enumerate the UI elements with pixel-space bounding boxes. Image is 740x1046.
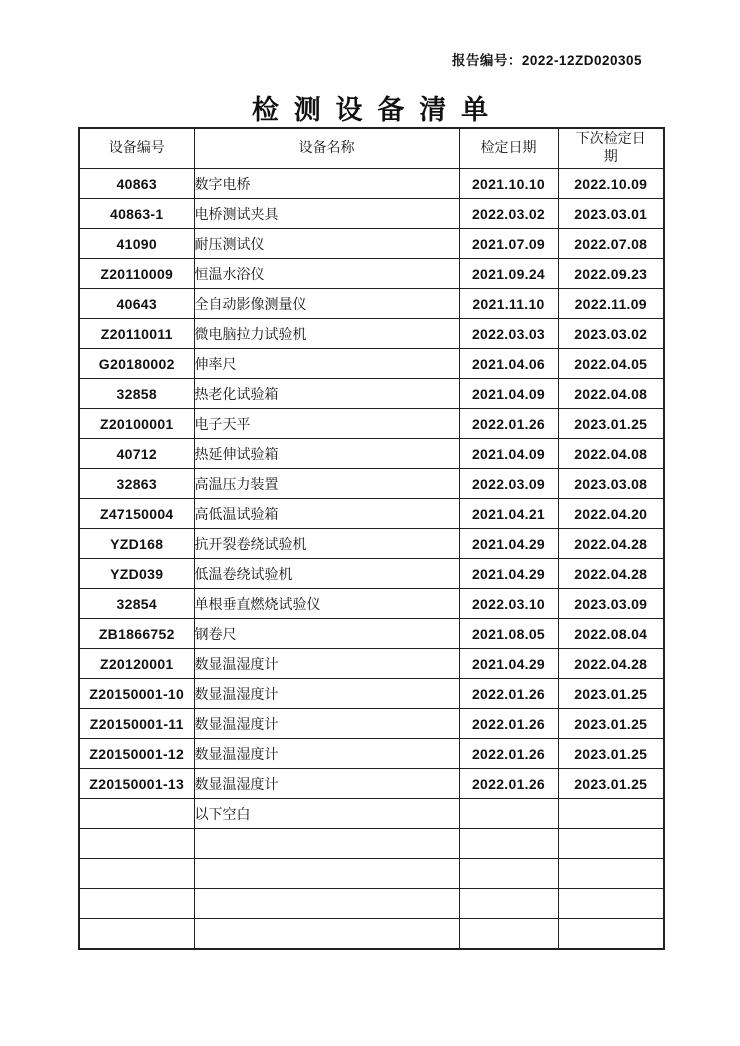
equipment-name-cell xyxy=(194,859,459,889)
equipment-id-cell: Z20150001-12 xyxy=(79,739,194,769)
next-calibration-date-cell: 2023.01.25 xyxy=(558,409,664,439)
equipment-id-cell xyxy=(79,859,194,889)
equipment-name-cell: 数字电桥 xyxy=(194,169,459,199)
next-calibration-date-cell: 2023.01.25 xyxy=(558,739,664,769)
calibration-date-cell: 2021.04.09 xyxy=(459,379,558,409)
calibration-date-cell: 2021.04.06 xyxy=(459,349,558,379)
table-row xyxy=(79,529,664,559)
calibration-date-cell: 2021.04.29 xyxy=(459,649,558,679)
calibration-date-cell xyxy=(459,889,558,919)
calibration-date-cell: 2021.04.09 xyxy=(459,439,558,469)
calibration-date-cell: 2022.01.26 xyxy=(459,739,558,769)
table-row xyxy=(79,259,664,289)
equipment-name-cell: 以下空白 xyxy=(194,799,459,829)
equipment-id-cell: Z47150004 xyxy=(79,499,194,529)
equipment-name-cell: 恒温水浴仪 xyxy=(194,259,459,289)
equipment-name-cell: 电子天平 xyxy=(194,409,459,439)
next-calibration-date-cell xyxy=(558,829,664,859)
table-row xyxy=(79,499,664,529)
equipment-id-cell xyxy=(79,889,194,919)
equipment-id-cell: 32858 xyxy=(79,379,194,409)
equipment-id-cell: 40712 xyxy=(79,439,194,469)
equipment-name-cell: 全自动影像测量仪 xyxy=(194,289,459,319)
calibration-date-cell xyxy=(459,859,558,889)
equipment-id-cell xyxy=(79,919,194,950)
next-calibration-date-cell: 2022.04.08 xyxy=(558,439,664,469)
equipment-id-cell: Z20150001-11 xyxy=(79,709,194,739)
equipment-name-cell: 高低温试验箱 xyxy=(194,499,459,529)
calibration-date-cell: 2022.01.26 xyxy=(459,679,558,709)
equipment-id-cell: G20180002 xyxy=(79,349,194,379)
page-title: 检测设备清单 xyxy=(251,95,503,125)
table-row xyxy=(79,439,664,469)
equipment-name-cell: 高温压力装置 xyxy=(194,469,459,499)
equipment-name-cell: 热老化试验箱 xyxy=(194,379,459,409)
table-row xyxy=(79,379,664,409)
equipment-name-cell: 数显温湿度计 xyxy=(194,769,459,799)
next-calibration-date-cell: 2022.04.05 xyxy=(558,349,664,379)
table-row xyxy=(79,559,664,589)
calibration-date-cell: 2022.01.26 xyxy=(459,709,558,739)
next-calibration-date-cell: 2022.08.04 xyxy=(558,619,664,649)
header-next-calibration-date-label: 下次检定日期 xyxy=(575,131,646,165)
table-row xyxy=(79,229,664,259)
calibration-date-cell: 2021.04.29 xyxy=(459,559,558,589)
equipment-name-cell: 热延伸试验箱 xyxy=(194,439,459,469)
table-row xyxy=(79,589,664,619)
equipment-table xyxy=(78,127,665,950)
table-row xyxy=(79,289,664,319)
table-row xyxy=(79,799,664,829)
table-row xyxy=(79,889,664,919)
table-row xyxy=(79,919,664,950)
next-calibration-date-cell: 2023.01.25 xyxy=(558,709,664,739)
equipment-name-cell: 伸率尺 xyxy=(194,349,459,379)
equipment-table-header xyxy=(79,128,664,169)
next-calibration-date-cell: 2022.04.28 xyxy=(558,559,664,589)
table-row xyxy=(79,319,664,349)
next-calibration-date-cell: 2022.04.28 xyxy=(558,529,664,559)
equipment-id-cell: 32863 xyxy=(79,469,194,499)
table-row xyxy=(79,199,664,229)
equipment-id-cell: Z20150001-13 xyxy=(79,769,194,799)
calibration-date-cell xyxy=(459,829,558,859)
equipment-id-cell: 40643 xyxy=(79,289,194,319)
equipment-name-cell xyxy=(194,829,459,859)
equipment-id-cell: Z20110011 xyxy=(79,319,194,349)
next-calibration-date-cell: 2023.03.08 xyxy=(558,469,664,499)
equipment-id-cell: 40863 xyxy=(79,169,194,199)
equipment-name-cell: 低温卷绕试验机 xyxy=(194,559,459,589)
next-calibration-date-cell: 2022.04.20 xyxy=(558,499,664,529)
next-calibration-date-cell: 2022.07.08 xyxy=(558,229,664,259)
table-row xyxy=(79,709,664,739)
equipment-id-cell: Z20110009 xyxy=(79,259,194,289)
header-next-calibration-date xyxy=(558,128,664,169)
table-row xyxy=(79,859,664,889)
equipment-name-cell: 数显温湿度计 xyxy=(194,649,459,679)
equipment-table-body xyxy=(79,169,664,950)
header-row xyxy=(79,128,664,169)
equipment-name-cell: 数显温湿度计 xyxy=(194,739,459,769)
next-calibration-date-cell: 2023.03.01 xyxy=(558,199,664,229)
calibration-date-cell: 2021.11.10 xyxy=(459,289,558,319)
equipment-name-cell: 微电脑拉力试验机 xyxy=(194,319,459,349)
next-calibration-date-cell xyxy=(558,919,664,950)
equipment-id-cell: YZD168 xyxy=(79,529,194,559)
next-calibration-date-cell: 2022.04.08 xyxy=(558,379,664,409)
equipment-id-cell: 32854 xyxy=(79,589,194,619)
next-calibration-date-cell: 2023.01.25 xyxy=(558,769,664,799)
report-number: 报告编号：2022-12ZD020305 xyxy=(451,53,642,68)
equipment-name-cell: 单根垂直燃烧试验仪 xyxy=(194,589,459,619)
equipment-name-cell: 数显温湿度计 xyxy=(194,709,459,739)
calibration-date-cell: 2022.03.09 xyxy=(459,469,558,499)
table-row xyxy=(79,829,664,859)
header-equipment-name: 设备名称 xyxy=(194,128,459,169)
equipment-name-cell: 抗开裂卷绕试验机 xyxy=(194,529,459,559)
calibration-date-cell: 2022.03.03 xyxy=(459,319,558,349)
calibration-date-cell xyxy=(459,799,558,829)
equipment-name-cell xyxy=(194,889,459,919)
calibration-date-cell: 2021.08.05 xyxy=(459,619,558,649)
calibration-date-cell: 2022.03.10 xyxy=(459,589,558,619)
equipment-id-cell: ZB1866752 xyxy=(79,619,194,649)
table-row xyxy=(79,169,664,199)
next-calibration-date-cell: 2023.03.09 xyxy=(558,589,664,619)
equipment-id-cell: YZD039 xyxy=(79,559,194,589)
next-calibration-date-cell: 2023.01.25 xyxy=(558,679,664,709)
equipment-table-wrap xyxy=(78,127,665,950)
next-calibration-date-cell xyxy=(558,799,664,829)
equipment-id-cell: 41090 xyxy=(79,229,194,259)
table-row xyxy=(79,349,664,379)
equipment-id-cell: Z20120001 xyxy=(79,649,194,679)
next-calibration-date-cell: 2023.03.02 xyxy=(558,319,664,349)
calibration-date-cell: 2021.04.29 xyxy=(459,529,558,559)
next-calibration-date-cell xyxy=(558,889,664,919)
calibration-date-cell: 2021.10.10 xyxy=(459,169,558,199)
header-calibration-date: 检定日期 xyxy=(459,128,558,169)
equipment-name-cell xyxy=(194,919,459,950)
table-row xyxy=(79,769,664,799)
calibration-date-cell: 2021.09.24 xyxy=(459,259,558,289)
table-row xyxy=(79,409,664,439)
equipment-id-cell: Z20150001-10 xyxy=(79,679,194,709)
equipment-id-cell: Z20100001 xyxy=(79,409,194,439)
calibration-date-cell: 2021.07.09 xyxy=(459,229,558,259)
equipment-name-cell: 数显温湿度计 xyxy=(194,679,459,709)
next-calibration-date-cell: 2022.04.28 xyxy=(558,649,664,679)
table-row xyxy=(79,649,664,679)
calibration-date-cell: 2022.01.26 xyxy=(459,769,558,799)
calibration-date-cell xyxy=(459,919,558,950)
calibration-date-cell: 2021.04.21 xyxy=(459,499,558,529)
equipment-id-cell: 40863-1 xyxy=(79,199,194,229)
equipment-name-cell: 电桥测试夹具 xyxy=(194,199,459,229)
next-calibration-date-cell: 2022.10.09 xyxy=(558,169,664,199)
table-row xyxy=(79,679,664,709)
table-row xyxy=(79,619,664,649)
equipment-id-cell xyxy=(79,829,194,859)
next-calibration-date-cell xyxy=(558,859,664,889)
equipment-id-cell xyxy=(79,799,194,829)
next-calibration-date-cell: 2022.09.23 xyxy=(558,259,664,289)
table-row xyxy=(79,469,664,499)
equipment-name-cell: 钢卷尺 xyxy=(194,619,459,649)
table-row xyxy=(79,739,664,769)
header-equipment-id: 设备编号 xyxy=(79,128,194,169)
equipment-name-cell: 耐压测试仪 xyxy=(194,229,459,259)
calibration-date-cell: 2022.01.26 xyxy=(459,409,558,439)
calibration-date-cell: 2022.03.02 xyxy=(459,199,558,229)
next-calibration-date-cell: 2022.11.09 xyxy=(558,289,664,319)
